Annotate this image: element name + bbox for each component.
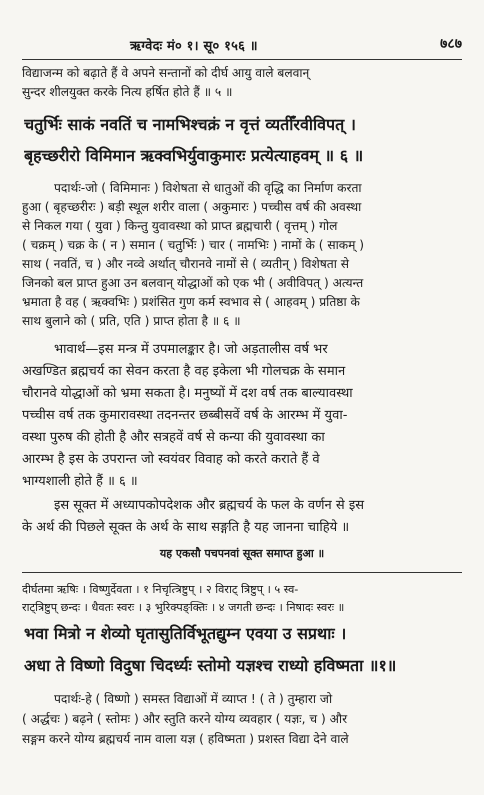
mantra-line: भवा मित्रो न शेव्यो घृतासुतिर्विभूतद्युम्न एवया उ सप्रथाः । — [24, 624, 347, 643]
bhavartha-line: आरम्भ है इस के उपरान्त जो स्वयंवर विवाह को करते कराते हैं वे — [22, 452, 320, 467]
padartha-line: साथ ( नवतिं, च ) और नव्वे अर्थात् चौरानवे नामों से ( व्यतीन् ) विशेषता से — [22, 257, 350, 271]
summary-line: इस सूक्त में अध्यापकोपदेशक और ब्रह्मचर्य के फल के वर्णन से इस — [54, 498, 364, 513]
rishi-devata-line: राट्त्रिष्टुप् छन्दः । धैवतः स्वरः । ३ भुरिक्पङ्क्तिः । ४ जगती छन्दः । निषादः स्वरः ॥ — [22, 601, 345, 614]
padartha-line: जिनको बल प्राप्त हुआ उन बलवान् योद्धाओं को एक भी ( अवीविपत् ) अत्यन्त — [22, 276, 364, 290]
padartha-line: साथ बुलाने को ( प्रति, एति ) प्राप्त होता है ॥ ६ ॥ — [22, 314, 241, 328]
padartha-line: पदार्थः-हे ( विष्णो ) समस्त विद्याओं में व्याप्त ! ( ते ) तुम्हारा जो — [54, 692, 333, 706]
mantra-line: बृहच्छरीरो विमिमान ऋक्वभिर्युवाकुमारः प्रत्येत्याहवम् ॥ ६ ॥ — [24, 146, 364, 165]
bhavartha-line: भावार्थ—इस मन्त्र में उपमालङ्कार है। जो अड़तालीस वर्ष भर — [54, 342, 328, 357]
padartha-line: हुआ ( बृहच्छरीरः ) बड़ी स्थूल शरीर वाला ( अकुमारः ) पच्चीस वर्ष की अवस्था — [22, 200, 362, 214]
padartha-line: भ्रमाता है वह ( ऋक्वभिः ) प्रशंसित गुण कर्म स्वभाव से ( आहवम् ) प्रतिष्ठा के — [22, 295, 360, 309]
text-line: सुन्दर शीलयुक्त करके नित्य हर्षित होते हैं ॥ ५ ॥ — [22, 85, 233, 99]
summary-line: के अर्थ की पिछले सूक्त के अर्थ के साथ सङ्गति है यह जानना चाहिये ॥ — [22, 520, 350, 535]
padartha-line: सङ्गम करने योग्य ब्रह्मचर्य नाम वाला यज्ञ ( हविष्मता ) प्रशस्त विद्या देने वाले — [22, 732, 349, 746]
bhavartha-line: चौरानवे योद्धाओं को भ्रमा सकता है। मनुष्यों में दश वर्ष तक बाल्यावस्था — [22, 386, 353, 401]
padartha-line: पदार्थः-जो ( विमिमानः ) विशेषता से धातुओं की वृद्धि का निर्माण करता — [54, 181, 362, 195]
mantra-line: चतुर्भिः साकं नवतिं च नामभिश्चक्रं न वृत्तं व्यतीँरवीविपत् । — [24, 115, 356, 134]
page-number: ७८७ — [440, 36, 462, 52]
text-line: विद्याजन्म को बढ़ाते हैं वे अपने सन्तानों को दीर्घ आयु वाले बलवान् — [22, 66, 310, 80]
padartha-line: से निकल गया ( युवा ) किन्तु युवावस्था को प्राप्त ब्रह्मचारी ( वृत्तम् ) गोल — [22, 219, 338, 233]
rishi-devata-line: दीर्घतमा ऋषिः । विष्णुर्देवता । १ निचृत्त्रिष्टुप् । २ विराट् त्रिष्टुप् । ५ स्व- — [22, 583, 299, 596]
header-rule — [22, 59, 462, 60]
section-rule — [22, 572, 462, 573]
bhavartha-line: भाग्यशाली होते हैं ॥ ६ ॥ — [22, 474, 138, 489]
mantra-line: अधा ते विष्णो विदुषा चिदर्ध्यः स्तोमो यज्ञश्च राध्यो हविष्मता ॥१॥ — [24, 656, 397, 675]
bhavartha-line: अखण्डित ब्रह्मचर्य का सेवन करता है वह इकेला भी गोलचक्र के समान — [22, 364, 346, 379]
padartha-line: ( अर्द्धचः ) बढ़ने ( स्तोमः ) और स्तुति करने योग्य व्यवहार ( यज्ञः, च ) और — [22, 712, 348, 726]
bhavartha-line: पच्चीस वर्ष तक कुमारावस्था तदनन्तर छब्बीसवें वर्ष के आरम्भ में युवा- — [22, 408, 348, 423]
page-header — [0, 34, 484, 56]
sukta-end-note: यह एकसौ पचपनवां सूक्त समाप्त हुआ ॥ — [159, 547, 325, 560]
padartha-line: ( चक्रम् ) चक्र के ( न ) समान ( चतुर्भिः ) चार ( नामभिः ) नामों के ( साकम् ) — [22, 238, 365, 252]
running-head: ऋग्वेदः मं० १। सू० १५६ ॥ — [130, 39, 258, 54]
bhavartha-line: वस्था पुरुष की होती है और सत्रहवें वर्ष से कन्या की युवावस्था का — [22, 430, 325, 445]
